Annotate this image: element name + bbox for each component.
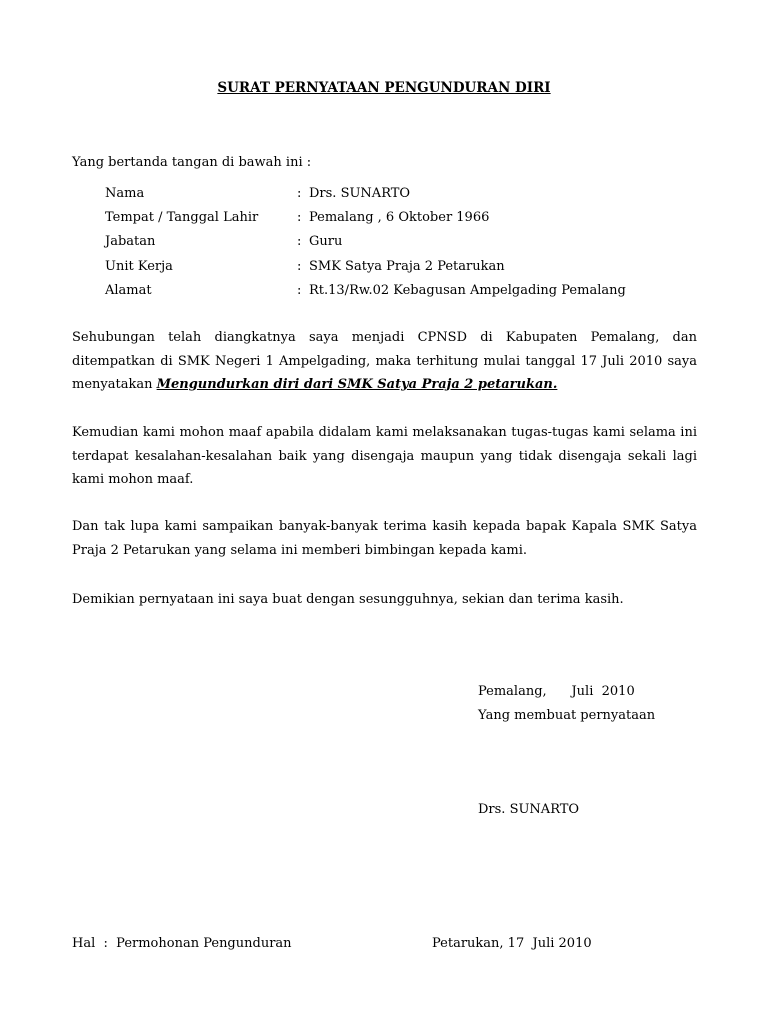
identity-value: Guru	[309, 234, 343, 250]
resignation-emphasis: Mengundurkan diri dari SMK Satya Praja 2 petarukan.	[156, 377, 558, 392]
identity-row-unit-kerja	[105, 259, 626, 283]
footer-date: Petarukan, 17 Juli 2010	[432, 936, 592, 951]
identity-value: Pemalang , 6 Oktober 1966	[309, 210, 490, 226]
identity-value: Rt.13/Rw.02 Kebagusan Ampelgading Pemalang	[309, 282, 626, 298]
identity-value: SMK Satya Praja 2 Petarukan	[309, 258, 505, 274]
identity-colon: :	[297, 234, 302, 250]
identity-row-alamat	[105, 283, 626, 307]
identity-row-jabatan	[105, 234, 626, 258]
paragraph-statement	[72, 326, 697, 397]
identity-value: Drs. SUNARTO	[309, 186, 411, 201]
identity-table	[105, 186, 626, 307]
signature-maker: Yang membuat pernyataan	[478, 708, 656, 723]
identity-label: Tempat / Tanggal Lahir	[105, 210, 259, 226]
identity-colon: :	[297, 282, 302, 298]
paragraph-closing: Demikian pernyataan ini saya buat dengan sesungguhnya, sekian dan terima kasih.	[72, 592, 624, 607]
identity-colon: :	[297, 186, 302, 201]
identity-colon: :	[297, 210, 302, 226]
paragraph-statement-text: Sehubungan telah diangkatnya saya menjadi CPNSD di Kabupaten Pemalang, dan ditempatkan di SMK Negeri 1 Ampelgading, maka terhitung mulai tanggal 17 Juli 2010 saya menyatakan	[72, 330, 697, 392]
identity-label: Unit Kerja	[105, 258, 173, 274]
signature-place-date: Pemalang, Juli 2010	[478, 684, 635, 699]
identity-label: Nama	[105, 186, 145, 201]
intro-line: Yang bertanda tangan di bawah ini :	[72, 155, 312, 170]
identity-label: Alamat	[105, 282, 152, 298]
identity-row-nama	[105, 186, 626, 210]
identity-row-ttl	[105, 210, 626, 234]
identity-label: Jabatan	[105, 234, 156, 250]
paragraph-thanks: Dan tak lupa kami sampaikan banyak-banyak terima kasih kepada bapak Kapala SMK Satya Praja 2 Petarukan yang selama ini memberi bimbingan kepada kami.	[72, 519, 697, 558]
identity-colon: :	[297, 258, 302, 274]
document-title: SURAT PERNYATAAN PENGUNDURAN DIRI	[217, 80, 551, 96]
footer-subject: Hal : Permohonan Pengunduran	[72, 936, 292, 951]
paragraph-apology: Kemudian kami mohon maaf apabila didalam kami melaksanakan tugas-tugas kami selama ini terdapat kesalahan-kesalahan baik yang disengaja maupun yang tidak disengaja sekali lagi kami mohon maaf.	[72, 425, 697, 487]
signatory-name: Drs. SUNARTO	[478, 802, 580, 817]
